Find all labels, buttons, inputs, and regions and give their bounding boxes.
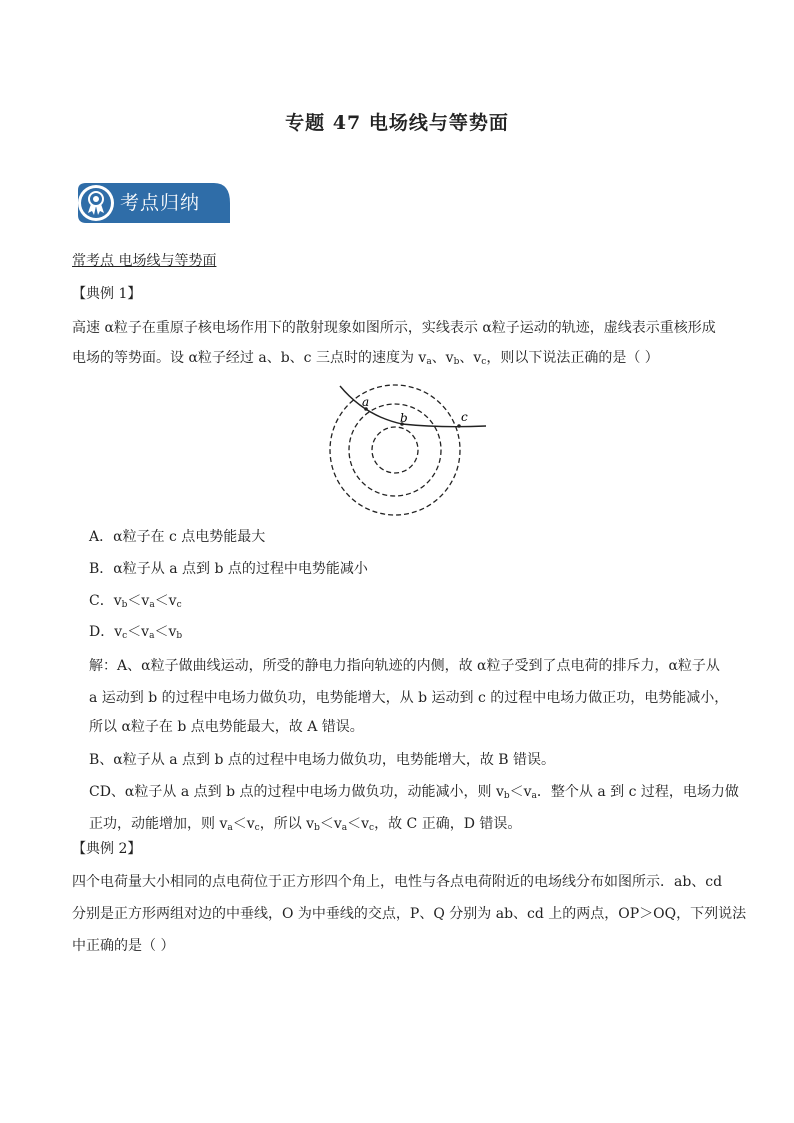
point-b-label: b (400, 411, 408, 425)
example2-question-line3: 中正确的是（ ） (72, 938, 175, 954)
solution-line3: 所以 α粒子在 b 点电势能最大，故 A 错误。 (89, 719, 364, 735)
solution-line4: B、α粒子从 a 点到 b 点的过程中电场力做负功，电势能增大，故 B 错误。 (89, 752, 556, 768)
example2-question-line2: 分别是正方形两组对边的中垂线，O 为中垂线的交点，P、Q 分别为 ab、cd 上的两点，OP＞OQ，下列说法 (72, 906, 747, 922)
solution-line1: 解：A、α粒子做曲线运动，所受的静电力指向轨迹的内侧，故 α粒子受到了点电荷的排斥力，α粒子从 (89, 658, 720, 674)
solution-line5: CD、α粒子从 a 点到 b 点的过程中电场力做负功，动能减小，则 $v_b<v_a$．整个从 a 到 c 过程，电场力做 (89, 784, 739, 801)
option-b: B．α粒子从 a 点到 b 点的过程中电势能减小 (89, 561, 368, 577)
scattering-diagram (320, 378, 490, 528)
section-heading: 常考点 电场线与等势面 (72, 253, 217, 269)
point-c-marker (457, 424, 461, 428)
equipotential-middle (349, 404, 441, 496)
example1-question-line2: 电场的等势面。设 α粒子经过 a、b、c 三点时的速度为 $v_a$、$v_b$、$v_c$，则以下说法正确的是（ ） (72, 350, 659, 367)
badge-label: 考点归纳 (120, 192, 201, 214)
example1-label: 【典例 1】 (72, 286, 142, 302)
option-a: A．α粒子在 c 点电势能最大 (89, 529, 266, 545)
example1-question-line1: 高速 α粒子在重原子核电场作用下的散射现象如图所示，实线表示 α粒子运动的轨迹，虚线表示重核形成 (72, 320, 716, 336)
equipotential-inner (372, 427, 418, 473)
example2-question-line1: 四个电荷量大小相同的点电荷位于正方形四个角上，电性与各点电荷附近的电场线分布如图所示．ab、cd (72, 874, 723, 890)
solution-line2: a 运动到 b 的过程中电场力做负功，电势能增大，从 b 运动到 c 的过程中电场力做正功，电势能减小， (89, 690, 729, 706)
section-badge (74, 180, 232, 226)
option-c: C．$v_b<v_a<v_c$ (89, 593, 182, 610)
point-c-label: c (461, 410, 468, 424)
page-title: 专题 47 电场线与等势面 (285, 112, 509, 134)
example2-label: 【典例 2】 (72, 841, 142, 857)
solution-line6: 正功，动能增加，则 $v_a<v_c$，所以 $v_b<v_a<v_c$，故 C 正确，D 错误。 (89, 816, 522, 833)
option-d: D．$v_c<v_a<v_b$ (89, 624, 183, 641)
point-a-label: a (362, 395, 370, 409)
